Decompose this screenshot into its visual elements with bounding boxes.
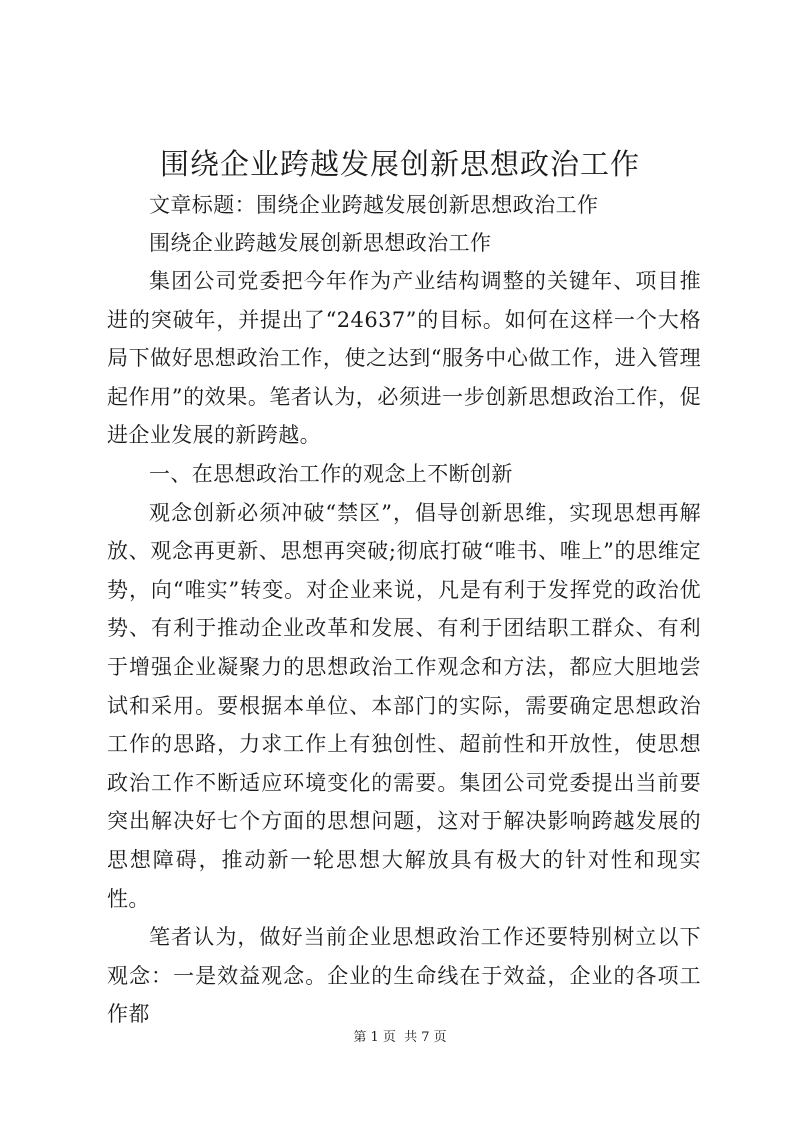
section-heading-1: 一、在思想政治工作的观念上不断创新 [149, 461, 513, 486]
body-paragraph-2: 笔者认为，做好当前企业思想政治工作还要特别树立以下观念：一是效益观念。企业的生命线在于效益，企业的各项工作都 [107, 925, 701, 1027]
intro-paragraph: 集团公司党委把今年作为产业结构调整的关键年、项目推进的突破年，并提出了“24637”的目标。如何在这样一个大格局下做好思想政治工作，使之达到“服务中心做工作，进入管理起作用”的效果。笔者认为，必须进一步创新思想政治工作，促进企业发展的新跨越。 [107, 269, 701, 448]
document-body [107, 186, 701, 1034]
page-number: 第 1 页 [353, 1030, 396, 1045]
page-footer [0, 1028, 800, 1048]
article-title-line: 文章标题：围绕企业跨越发展创新思想政治工作 [149, 193, 599, 217]
body-paragraph-1: 观念创新必须冲破“禁区”，倡导创新思维，实现思想再解放、观念再更新、思想再突破;彻底打破“唯书、唯上”的思维定势，向“唯实”转变。对企业来说，凡是有利于发挥党的政治优势、有利于推动企业改革和发展、有利于团结职工群众、有利于增强企业凝聚力的思想政治工作观念和方法，都应大胆地尝试和采用。要根据本单位、本部门的实际，需要确定思想政治工作的思路，力求工作上有独创性、超前性和开放性，使思想政治工作不断适应环境变化的需要。集团公司党委提出当前要突出解决好七个方面的思想问题，这对于解决影响跨越发展的思想障碍，推动新一轮思想大解放具有极大的针对性和现实性。 [107, 500, 701, 911]
document-title: 围绕企业跨越发展创新思想政治工作 [159, 147, 640, 181]
article-heading-line: 围绕企业跨越发展创新思想政治工作 [149, 231, 492, 255]
page-total: 共 7 页 [404, 1030, 447, 1045]
